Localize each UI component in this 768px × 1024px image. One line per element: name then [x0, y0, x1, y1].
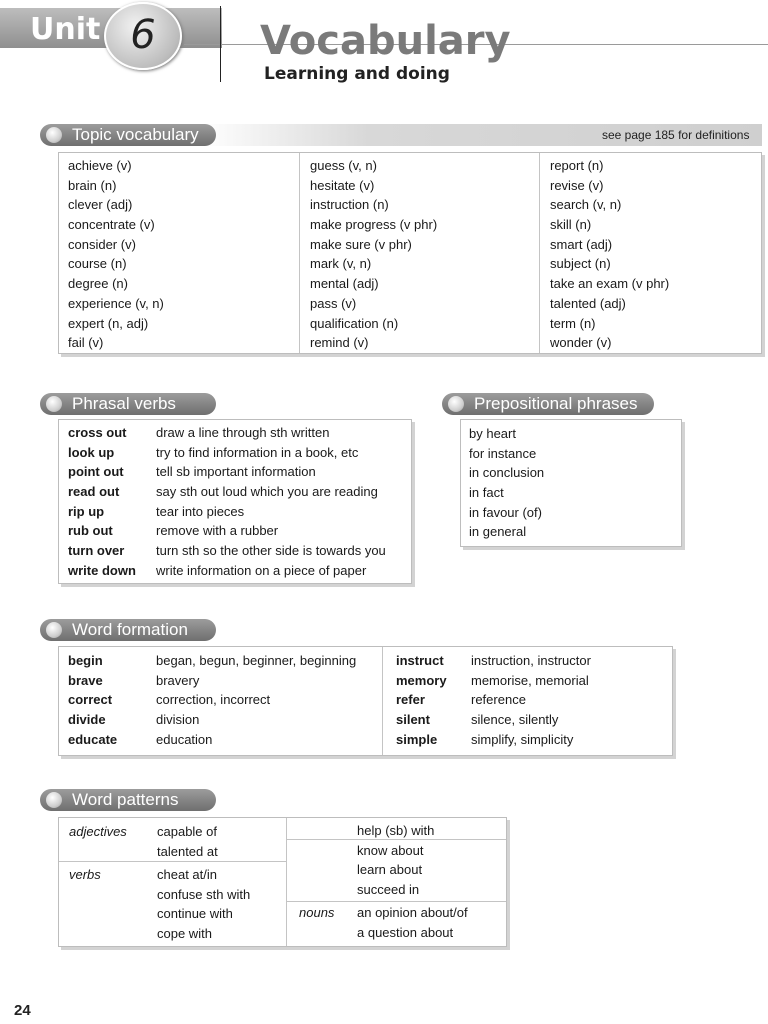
- list-item: by heart: [469, 426, 516, 441]
- noun-patterns: [357, 903, 468, 942]
- list-item: experience (v, n): [68, 295, 164, 311]
- phrasal-verb-meaning: say sth out loud which you are reading: [156, 484, 378, 500]
- list-item: remind (v): [310, 335, 369, 351]
- derived-forms: education: [156, 731, 213, 747]
- list-item: know about: [357, 842, 424, 858]
- base-word: divide: [68, 712, 106, 728]
- list-item: mental (adj): [310, 276, 379, 292]
- definitions-note: see page 185 for definitions: [602, 128, 750, 142]
- list-item: in conclusion: [469, 465, 545, 481]
- prepositional-phrases-box: [460, 419, 682, 547]
- prepositional-phrases-list: [469, 424, 544, 542]
- list-item: skill (n): [550, 217, 592, 233]
- list-item: take an exam (v phr): [550, 276, 670, 292]
- phrasal-verb-meaning: write information on a piece of paper: [156, 562, 367, 578]
- phrasal-verbs-heading: Phrasal verbs: [40, 393, 216, 415]
- prepositional-phrases-heading: Prepositional phrases: [442, 393, 654, 415]
- topic-vocabulary-column-3: [550, 156, 669, 353]
- list-item: make progress (v phr): [310, 217, 438, 233]
- phrasal-verb-meaning: draw a line through sth written: [156, 425, 330, 440]
- list-item: hesitate (v): [310, 177, 375, 193]
- list-item: achieve (v): [68, 158, 132, 173]
- list-item: in general: [469, 524, 527, 540]
- phrasal-verbs-list: [68, 423, 136, 581]
- topic-vocabulary-column-1: [68, 156, 164, 353]
- word-formation-right-words: [396, 651, 447, 749]
- word-formation-right-forms: [471, 651, 591, 749]
- list-item: revise (v): [550, 177, 604, 193]
- derived-forms: began, begun, beginner, beginning: [156, 653, 357, 668]
- word-formation-left-forms: [156, 651, 356, 749]
- derived-forms: correction, incorrect: [156, 692, 271, 708]
- verb-patterns: [157, 865, 250, 944]
- phrasal-verb-meaning: turn sth so the other side is towards you: [156, 543, 386, 559]
- word-formation-heading: Word formation: [40, 619, 216, 641]
- adjective-patterns: [157, 822, 218, 861]
- unit-label: Unit: [30, 12, 101, 47]
- page-number: 24: [14, 1002, 31, 1019]
- verb-patterns-continued: [357, 821, 434, 900]
- list-item: confuse sth with: [157, 886, 251, 902]
- phrasal-verb-meanings: [156, 423, 386, 581]
- derived-forms: division: [156, 712, 200, 728]
- topic-vocabulary-heading: Topic vocabulary: [40, 124, 216, 146]
- derived-forms: instruction, instructor: [471, 653, 591, 668]
- column-divider: [286, 818, 287, 946]
- list-item: talented (adj): [550, 295, 626, 311]
- phrasal-verb: point out: [68, 464, 124, 480]
- word-patterns-box: [58, 817, 507, 947]
- list-item: consider (v): [68, 236, 136, 252]
- list-item: fail (v): [68, 335, 104, 351]
- phrasal-verb-meaning: tell sb important information: [156, 464, 316, 480]
- derived-forms: silence, silently: [471, 712, 559, 728]
- phrasal-verb: rip up: [68, 503, 105, 519]
- base-word: brave: [68, 672, 103, 688]
- verbs-label: verbs: [69, 867, 101, 882]
- page-subtitle: Learning and doing: [264, 64, 450, 84]
- phrasal-verb-meaning: tear into pieces: [156, 503, 245, 519]
- column-divider: [382, 647, 383, 755]
- adjectives-label: adjectives: [69, 824, 127, 839]
- list-item: concentrate (v): [68, 217, 155, 233]
- base-word: instruct: [396, 653, 444, 668]
- list-item: brain (n): [68, 177, 117, 193]
- list-item: instruction (n): [310, 197, 389, 213]
- list-item: continue with: [157, 906, 233, 922]
- list-item: an opinion about/of: [357, 905, 468, 920]
- list-item: mark (v, n): [310, 256, 372, 272]
- list-item: clever (adj): [68, 197, 133, 213]
- base-word: memory: [396, 672, 447, 688]
- base-word: correct: [68, 692, 113, 708]
- list-item: capable of: [157, 824, 217, 839]
- list-item: make sure (v phr): [310, 236, 412, 252]
- list-item: succeed in: [357, 882, 420, 898]
- list-item: for instance: [469, 445, 537, 461]
- column-divider: [299, 153, 300, 353]
- list-item: in favour (of): [469, 504, 542, 520]
- list-item: cheat at/in: [157, 867, 217, 882]
- list-item: expert (n, adj): [68, 315, 149, 331]
- list-item: qualification (n): [310, 315, 399, 331]
- list-item: wonder (v): [550, 335, 612, 351]
- derived-forms: bravery: [156, 672, 200, 688]
- phrasal-verb-meaning: remove with a rubber: [156, 523, 279, 539]
- phrasal-verb: read out: [68, 484, 120, 500]
- list-item: cope with: [157, 926, 212, 942]
- list-item: in fact: [469, 485, 504, 501]
- base-word: educate: [68, 731, 118, 747]
- list-item: help (sb) with: [357, 823, 435, 838]
- list-item: pass (v): [310, 295, 357, 311]
- list-item: learn about: [357, 862, 423, 878]
- phrasal-verb: rub out: [68, 523, 113, 539]
- list-item: search (v, n): [550, 197, 622, 213]
- list-item: guess (v, n): [310, 158, 377, 173]
- phrasal-verb: cross out: [68, 425, 127, 440]
- unit-number: 6: [130, 12, 156, 58]
- derived-forms: reference: [471, 692, 526, 708]
- list-item: subject (n): [550, 256, 611, 272]
- topic-vocabulary-box: [58, 152, 762, 354]
- base-word: simple: [396, 731, 438, 747]
- list-item: talented at: [157, 843, 218, 859]
- phrasal-verb-meaning: try to find information in a book, etc: [156, 444, 359, 460]
- header-vertical-divider: [220, 6, 221, 82]
- row-divider: [286, 901, 506, 902]
- phrasal-verbs-box: [58, 419, 412, 584]
- word-patterns-heading: Word patterns: [40, 789, 216, 811]
- list-item: course (n): [68, 256, 127, 272]
- phrasal-verb: write down: [68, 562, 136, 578]
- nouns-label: nouns: [299, 905, 335, 920]
- topic-vocabulary-column-2: [310, 156, 437, 353]
- list-item: smart (adj): [550, 236, 613, 252]
- phrasal-verb: turn over: [68, 543, 125, 559]
- base-word: begin: [68, 653, 103, 668]
- word-formation-box: [58, 646, 673, 756]
- word-formation-left-words: [68, 651, 117, 749]
- derived-forms: memorise, memorial: [471, 672, 589, 688]
- list-item: degree (n): [68, 276, 128, 292]
- column-divider: [539, 153, 540, 353]
- base-word: refer: [396, 692, 425, 708]
- page-title: Vocabulary: [260, 18, 511, 64]
- base-word: silent: [396, 712, 430, 728]
- derived-forms: simplify, simplicity: [471, 731, 574, 747]
- list-item: report (n): [550, 158, 604, 173]
- list-item: a question about: [357, 924, 454, 940]
- phrasal-verb: look up: [68, 444, 115, 460]
- list-item: term (n): [550, 315, 596, 331]
